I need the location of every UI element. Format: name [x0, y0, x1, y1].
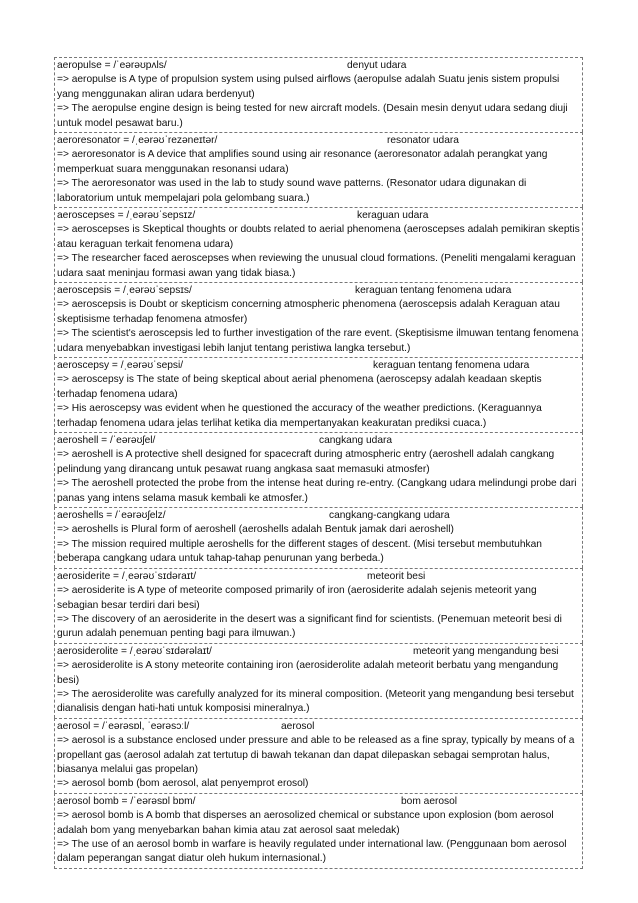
entry-aerosol-bomb [54, 793, 583, 869]
definition: => aerosiderite is A type of meteorite composed primarily of iron (aerosiderite adalah sejenis meteorit yang sebagian besar terdiri dari besi) [57, 585, 537, 611]
definition: => aeroscepsis is Doubt or skepticism concerning atmospheric phenomena (aeroscepsis adalah Keraguan atau skeptisisme terhadap fenomena atmosfer) [57, 299, 560, 325]
headword: aerosiderolite = /ˌeərəʊˈsɪdərəlaɪt/ [57, 645, 212, 657]
example: => The aeroshell protected the probe from the intense heat during re-entry. (Cangkang udara melindungi probe dari panas yang intens selama masuk kembali ke atmosfer.) [57, 478, 577, 504]
example: => aerosol bomb (bom aerosol, alat penyemprot erosol) [57, 778, 309, 790]
definition: => aerosol is a substance enclosed under pressure and able to be released as a fine spray, typically by means of a propellant gas (aerosol adalah zat tertutup di bawah tekanan dan dapat dilepaskan sebagai semprotan halus, biasanya melalui gas propelan) [57, 735, 575, 775]
example: => The aerosiderolite was carefully analyzed for its mineral composition. (Meteorit yang mengandung besi tersebut dianalisis dengan hati-hati untuk komposisi mineralnya.) [57, 688, 574, 715]
meaning: meteorit yang mengandung besi [413, 645, 559, 657]
headword: aeropulse = /ˈeərəʊpʌls/ [57, 60, 167, 71]
entry-header [57, 359, 580, 373]
entry-header [57, 284, 580, 298]
definition: => aeropulse is A type of propulsion system using pulsed airflows (aeropulse adalah Suatu jenis sistem propulsi yang menggunakan aliran udara berdenyut) [57, 74, 560, 100]
definition: => aerosol bomb is A bomb that disperses an aerosolized chemical or substance upon explosion (bom aerosol adalah bom yang menyebarkan bahan kimia atau zat aerosol saat meledak) [57, 810, 554, 836]
headword: aeroshells = /ˈeərəʊʃelz/ [57, 510, 166, 522]
example: => The mission required multiple aeroshells for the different stages of descent. (Misi tersebut membutuhkan beberapa cangkang udara untuk tahap-tahap penurunan yang berbeda.) [57, 538, 542, 565]
entry-aerosiderolite [54, 643, 583, 718]
entry-aeroresonator [54, 132, 583, 207]
definition: => aerosiderolite is A stony meteorite containing iron (aerosiderolite adalah meteorit berbatu yang mengandung besi) [57, 660, 559, 686]
example: => The use of an aerosol bomb in warfare is heavily regulated under international law. (Penggunaan bom aerosol dalam peperangan sangat diatur oleh hukum internasional.) [57, 838, 567, 865]
entry-aerosiderite [54, 568, 583, 643]
meaning: cangkang udara [319, 435, 393, 447]
meaning: keraguan tentang fenomena udara [373, 360, 530, 372]
example: => The aeropulse engine design is being tested for new aircraft models. (Desain mesin denyut udara sedang diuji untuk model pesawat baru.) [57, 103, 568, 129]
meaning: keraguan udara [357, 210, 429, 222]
entry-aeroscepses [54, 207, 583, 282]
entry-header [57, 720, 580, 734]
dictionary-document [54, 57, 583, 869]
entry-header [57, 795, 580, 809]
headword: aeroscepsy = /ˌeərəʊˈsepsi/ [57, 360, 184, 372]
meaning: resonator udara [387, 135, 459, 147]
headword: aeroscepsis = /ˌeərəʊˈsepsɪs/ [57, 285, 192, 297]
entry-aeroshell [54, 432, 583, 507]
meaning: denyut udara [347, 60, 407, 71]
definition: => aeroshells is Plural form of aeroshell (aeroshells adalah Bentuk jamak dari aeroshell) [57, 524, 454, 536]
meaning: keraguan tentang fenomena udara [355, 285, 512, 297]
meaning: meteorit besi [367, 570, 426, 582]
headword: aerosol bomb = /ˈeərəsɒl bɒm/ [57, 795, 196, 807]
entry-aeroscepsy [54, 357, 583, 432]
entry-aerosol [54, 718, 583, 793]
entry-aeroscepsis [54, 282, 583, 357]
example: => The aeroresonator was used in the lab to study sound wave patterns. (Resonator udara digunakan di laboratorium untuk mempelajari pola gelombang suara.) [57, 178, 527, 204]
meaning: bom aerosol [401, 795, 458, 807]
entry-header [57, 434, 580, 448]
headword: aeroresonator = /ˌeərəʊˈrezəneɪtər/ [57, 135, 218, 147]
definition: => aeroshell is A protective shell designed for spacecraft during atmospheric entry (aeroshell adalah cangkang pelindung yang dirancang untuk pesawat ruang angkasa saat memasuki atmosfer) [57, 449, 555, 475]
headword: aeroscepses = /ˌeərəʊˈsepsɪz/ [57, 210, 196, 222]
headword: aerosol = /ˈeərəsɒl, ˈeərəsɔːl/ [57, 720, 190, 732]
example: => His aeroscepsy was evident when he questioned the accuracy of the weather predictions. (Keraguannya terhadap fenomena udara jelas terlihat ketika dia mempertanyakan keakuratan prediksi cuaca.) [57, 403, 542, 429]
entry-aeroshells [54, 507, 583, 568]
headword: aerosiderite = /ˌeərəʊˈsɪdəraɪt/ [57, 570, 197, 582]
entry-header [57, 570, 580, 584]
example: => The scientist's aeroscepsis led to further investigation of the rare event. (Skeptisisme ilmuwan tentang fenomena udara menyebabkan investigasi lebih lanjut tentang peristiwa langka tersebut.) [57, 328, 579, 354]
example: => The discovery of an aerosiderite in the desert was a significant find for scientists. (Penemuan meteorit besi di gurun adalah penemuan penting bagi para ilmuwan.) [57, 613, 562, 640]
definition: => aeroscepsy is The state of being skeptical about aerial phenomena (aeroscepsy adalah keadaan skeptis terhadap fenomena udara) [57, 374, 542, 400]
entry-header [57, 209, 580, 223]
example: => The researcher faced aeroscepses when reviewing the unusual cloud formations. (Peneliti mengalami keraguan udara saat meninjau formasi awan yang tidak biasa.) [57, 253, 576, 279]
meaning: aerosol [281, 720, 315, 732]
entry-header [57, 509, 580, 523]
entry-header [57, 645, 580, 659]
definition: => aeroresonator is A device that amplifies sound using air resonance (aeroresonator adalah perangkat yang memperkuat suara menggunakan resonansi udara) [57, 149, 548, 175]
entry-header [57, 59, 580, 73]
entry-aeropulse [54, 57, 583, 132]
definition: => aeroscepses is Skeptical thoughts or doubts related to aerial phenomena (aeroscepses adalah pemikiran skeptis atau keraguan terkait fenomena udara) [57, 224, 580, 250]
entry-header [57, 134, 580, 148]
headword: aeroshell = /ˈeərəʊʃel/ [57, 435, 156, 447]
meaning: cangkang-cangkang udara [329, 510, 450, 522]
